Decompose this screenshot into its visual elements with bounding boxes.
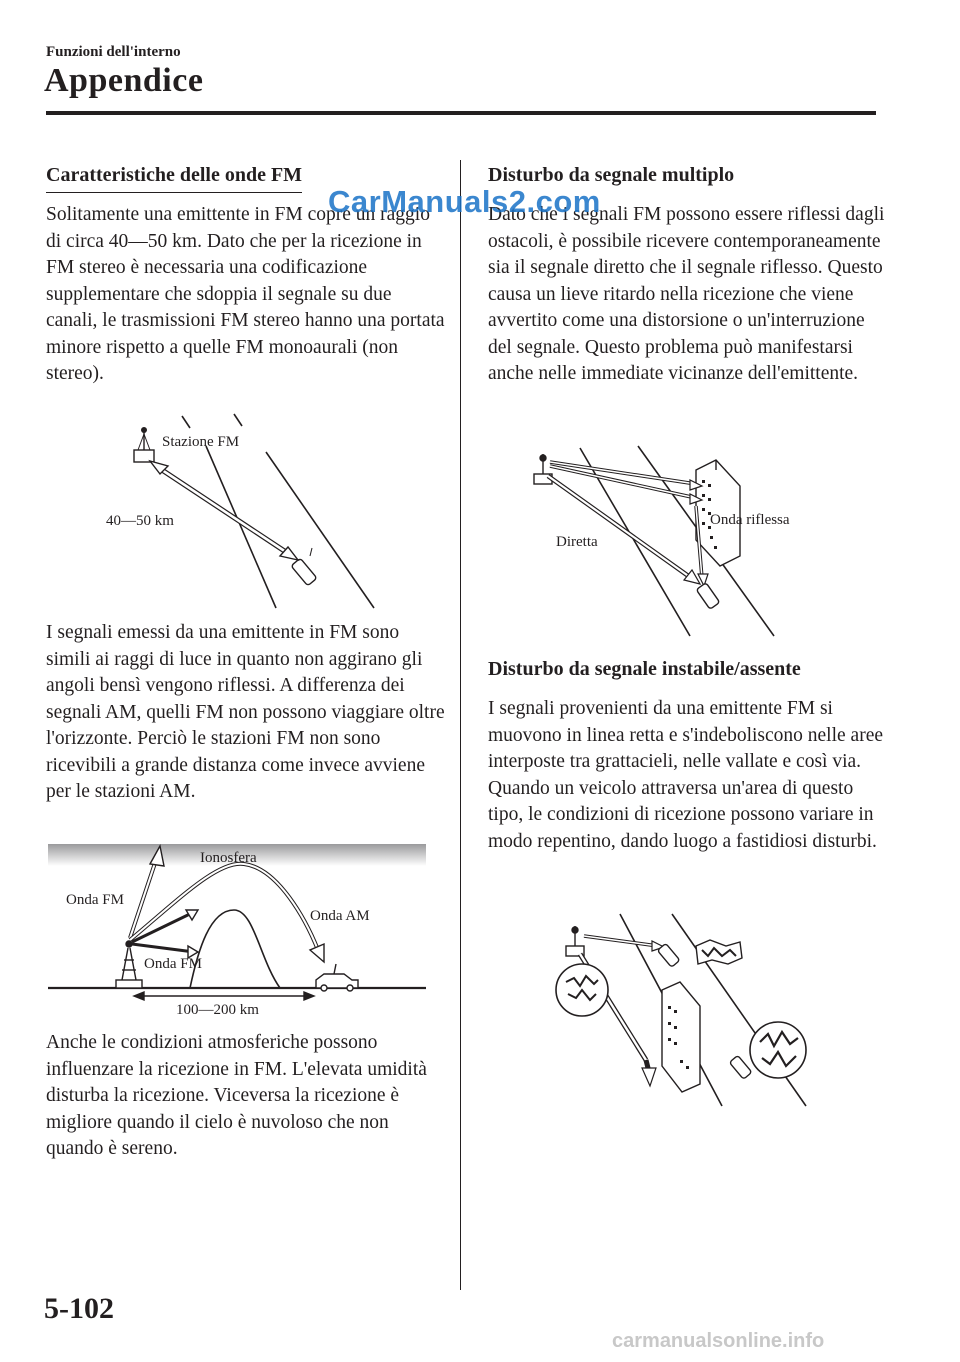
footer-site-watermark: carmanualsonline.info — [612, 1330, 825, 1352]
fm-wave-low-arrows — [132, 910, 198, 958]
heading-unstable-signal: Disturbo da segnale instabile/assente — [488, 658, 801, 680]
paragraph-fm-range: Solitamente una emittente in FM copre un raggio di circa 40―50 km. Dato che per la ricezione in FM stereo è necessaria una codificazione supplementare che sdoppia il segnale su due canali, le trasmissioni FM stereo hanno una portata minore rispetto a quelle FM monoaurali (non stereo). — [46, 204, 445, 384]
fm-tower-icon-disturbance — [566, 926, 584, 956]
label-fm-wave-lower: Onda FM — [144, 956, 202, 972]
noise-bubble-icon-right — [750, 1022, 806, 1078]
figure-multipath — [520, 440, 790, 640]
noise-bubble-icon-left — [556, 964, 608, 1016]
noise-bubble-icon-top — [696, 940, 742, 964]
reflected-wave-arrows — [550, 462, 708, 586]
figure-signal-disturbance — [550, 910, 810, 1110]
heading-fm-characteristics: Caratteristiche delle onde FM — [46, 164, 302, 193]
label-reflected-wave: Onda riflessa — [710, 512, 790, 528]
column-divider — [460, 160, 461, 1290]
label-direct-wave: Diretta — [556, 534, 598, 550]
section-label: Funzioni dell'interno — [46, 44, 181, 60]
header-rule — [46, 111, 876, 115]
label-am-wave: Onda AM — [310, 908, 370, 924]
paragraph-multipath: Dato che i segnali FM possono essere riflessi dagli ostacoli, è possibile ricevere contemporaneamente sia il segnale diretto che il segnale riflesso. Questo causa un lieve ritardo nella ricezione che viene avvertito come una distorsione o un'interruzione del segnale. Questo problema può manifestarsi anche nelle immediate vicinanze dell'emittente. — [488, 204, 885, 384]
page-number: 5-102 — [44, 1292, 114, 1325]
heading-multipath: Disturbo da segnale multiplo — [488, 164, 735, 186]
figure-fm-station-range — [96, 408, 396, 614]
paragraph-unstable-signal: I segnali provenienti da una emittente FM si muovono in linea retta e s'indeboliscono nelle aree interposte tra grattacieli, nelle vallate e così via. Quando un veicolo attraversa un'area di questo tipo, le condizioni di ricezione possono variare in modo repentino, dando luogo a fastidiosi disturbi. — [488, 698, 884, 852]
watermark-logo: CarManuals2.com — [328, 184, 601, 219]
car-icon-am — [316, 964, 358, 991]
label-fm-wave-upper: Onda FM — [66, 892, 124, 908]
radio-tower-icon — [116, 941, 142, 988]
label-ionosphere: Ionosfera — [200, 850, 257, 866]
double-arrow-icon — [150, 461, 298, 560]
fm-tower-icon — [134, 427, 154, 462]
paragraph-fm-vs-am: I segnali emessi da una emittente in FM sono simili ai raggi di luce in quanto non aggirano gli angoli bensì vengono riflessi. A differenza dei segnali AM, quelli FM non possono viaggiare oltre l'orizzonte. Perciò le stazioni FM non sono ricevibili a grande distanza come invece avviene per le stazioni AM. — [46, 622, 445, 802]
building-icon-disturbance — [662, 982, 700, 1092]
car-icon-upper — [657, 943, 680, 967]
am-wave-path — [130, 864, 318, 950]
hill-shape — [190, 910, 280, 988]
label-range-100-200: 100―200 km — [176, 1002, 259, 1018]
car-icon-multipath — [696, 583, 720, 610]
figure-ionosphere — [48, 840, 428, 1018]
car-icon — [291, 548, 317, 586]
chapter-title: Appendice — [44, 62, 204, 99]
label-range-40-50: 40―50 km — [106, 513, 174, 529]
car-icon-lower — [729, 1055, 752, 1079]
label-fm-station: Stazione FM — [162, 434, 240, 450]
paragraph-weather: Anche le condizioni atmosferiche possono influenzare la ricezione in FM. L'elevata umidità disturba la ricezione. Viceversa la ricezione è migliore quando il cielo è nuvoloso che non quando è sereno. — [46, 1032, 427, 1159]
distance-arrow — [134, 992, 314, 1000]
